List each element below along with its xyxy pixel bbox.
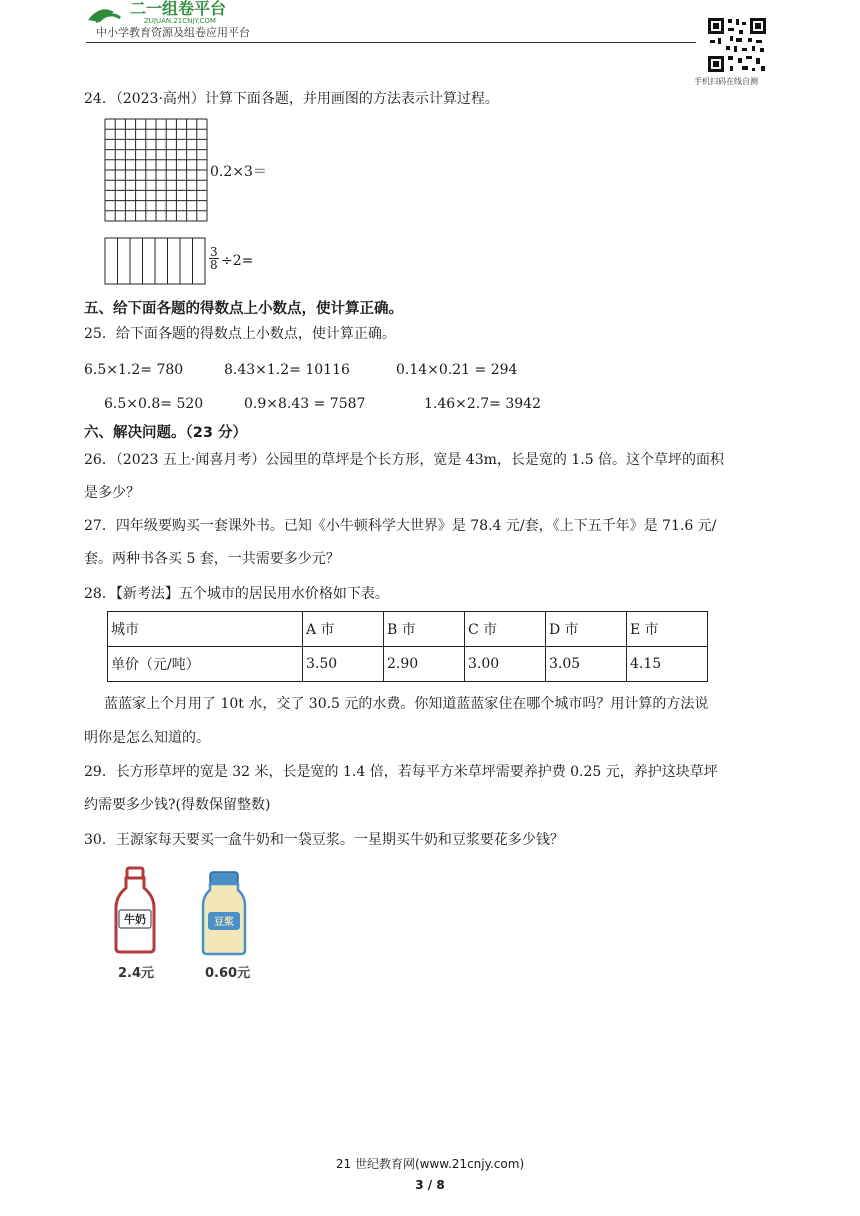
milk-bottle-icon: [112, 866, 158, 956]
site-logo: [86, 0, 276, 24]
bar-segment: [193, 238, 206, 284]
q28-text: 28．【新考法】五个城市的居民用水价格如下表。: [84, 586, 389, 602]
table-cell: C 市: [465, 612, 546, 647]
qr-code-icon: [706, 16, 768, 74]
soy-milk-price: 0.60元: [205, 966, 251, 981]
q25-row2-item3: 1.46×2.7= 3942: [424, 396, 541, 412]
soy-milk-label: 豆浆: [214, 917, 234, 928]
milk-price: 2.4元: [118, 966, 155, 981]
q26-line2: 是多少？: [84, 485, 140, 501]
q25-row2-item1: 6.5×0.8= 520: [104, 396, 204, 412]
q29-line2: 约需要多少钱?(得数保留整数): [84, 797, 271, 813]
table-cell: 单价（元/吨）: [108, 647, 303, 682]
table-cell: B 市: [384, 612, 465, 647]
bar-segment: [105, 238, 118, 284]
bar-segment: [180, 238, 193, 284]
table-cell: D 市: [546, 612, 627, 647]
table-cell: 3.00: [465, 647, 546, 682]
q27-line1: 27．四年级要购买一套课外书。已知《小牛顿科学大世界》是 78.4 元/套，《上下五千年》是 71.6 元/: [84, 518, 717, 534]
table-cell: 3.50: [303, 647, 384, 682]
table-cell: E 市: [627, 612, 708, 647]
bar-segment: [143, 238, 156, 284]
hundred-grid-diagram: [104, 118, 208, 222]
header-subtitle: 中小学教育资源及组卷应用平台: [96, 26, 250, 39]
q25-row1-item1: 6.5×1.2= 780: [84, 362, 184, 378]
table-cell: 城市: [108, 612, 303, 647]
q30-text: 30．王源家每天要买一盒牛奶和一袋豆浆。一星期买牛奶和豆浆要花多少钱？: [84, 832, 564, 848]
qr-caption: 手机扫码在线自测: [694, 77, 758, 86]
q24-expr2-rest: ÷2=: [221, 253, 254, 269]
page-number: 3 / 8: [415, 1178, 445, 1192]
table-cell: 3.05: [546, 647, 627, 682]
bar-segment: [155, 238, 168, 284]
q29-line1: 29．长方形草坪的宽是 32 米，长是宽的 1.4 倍，若每平方米草坪需要养护费 0.25 元，养护这块草坪: [84, 764, 718, 780]
q28-line3: 明你是怎么知道的。: [84, 730, 210, 746]
section6-title: 六、解决问题。（23 分）: [84, 425, 247, 441]
q28-line2: 蓝蓝家上个月用了 10t 水，交了 30.5 元的水费。你知道蓝蓝家住在哪个城市吗？用计算的方法说: [104, 696, 709, 712]
logo-url: ZUJUAN.21CNJY.COM: [144, 17, 216, 24]
table-header-row: [108, 612, 708, 647]
q24-expr1: 0.2×3＝: [210, 164, 267, 180]
bar-segment: [118, 238, 131, 284]
header-rule: [86, 42, 696, 43]
table-cell: 4.15: [627, 647, 708, 682]
q25-row1-item3: 0.14×0.21 = 294: [396, 362, 518, 378]
bar-segment: [130, 238, 143, 284]
q26-line1: 26．（2023 五上·闻喜月考）公园里的草坪是个长方形，宽是 43m，长是宽的 1.5 倍。这个草坪的面积: [84, 452, 725, 468]
q25-row1-item2: 8.43×1.2= 10116: [224, 362, 350, 378]
table-cell: A 市: [303, 612, 384, 647]
table-cell: 2.90: [384, 647, 465, 682]
logo-name: 二一组卷平台: [130, 0, 227, 18]
q25-row2-item2: 0.9×8.43 = 7587: [244, 396, 366, 412]
q25-text: 25．给下面各题的得数点上小数点，使计算正确。: [84, 326, 396, 342]
table-row: [108, 647, 708, 682]
footer-site: 21 世纪教育网(www.21cnjy.com): [335, 1157, 525, 1171]
eighths-bar-diagram: [104, 237, 206, 285]
q24-fraction: [209, 246, 219, 271]
soy-milk-bottle-icon: [200, 870, 248, 956]
bar-segment: [168, 238, 181, 284]
fraction-numerator: 3: [210, 245, 218, 259]
fraction-denominator: 8: [210, 258, 218, 272]
section5-title: 五、给下面各题的得数点上小数点，使计算正确。: [84, 301, 403, 317]
q24-text: 24．（2023·高州）计算下面各题，并用画图的方法表示计算过程。: [84, 91, 499, 107]
q27-line2: 套。两种书各买 5 套，一共需要多少元？: [84, 551, 340, 567]
milk-label: 牛奶: [124, 913, 146, 926]
water-price-table: [107, 611, 708, 682]
